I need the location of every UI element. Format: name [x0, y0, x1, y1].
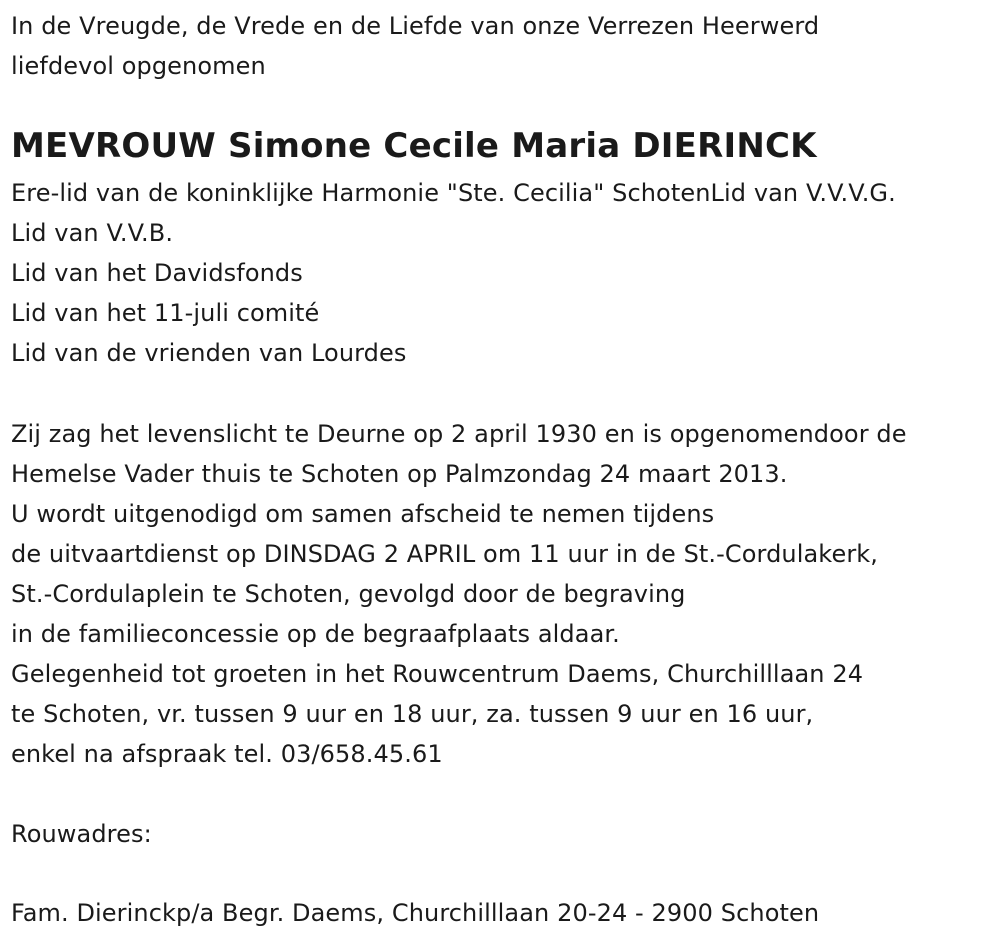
announcement-line: de uitvaartdienst op DINSDAG 2 APRIL om 11 uur in de St.-Cordulakerk,	[11, 540, 879, 568]
announcement-line: Hemelse Vader thuis te Schoten op Palmzondag 24 maart 2013.	[11, 460, 788, 488]
announcement-text	[11, 414, 907, 774]
announcement-line: in de familieconcessie op de begraafplaats aldaar.	[11, 620, 620, 648]
mourning-address-label: Rouwadres:	[11, 820, 152, 848]
deceased-name: MEVROUW Simone Cecile Maria DIERINCK	[11, 126, 817, 166]
announcement-line: enkel na afspraak tel. 03/658.45.61	[11, 740, 443, 768]
announcement-line: te Schoten, vr. tussen 9 uur en 18 uur, za. tussen 9 uur en 16 uur,	[11, 700, 814, 728]
membership-line: Ere-lid van de koninklijke Harmonie "Ste. Cecilia" SchotenLid van V.V.V.G.	[11, 179, 896, 207]
intro-text	[11, 6, 819, 86]
membership-line: Lid van het 11-juli comité	[11, 299, 320, 327]
intro-line: In de Vreugde, de Vrede en de Liefde van onze Verrezen Heerwerd	[11, 12, 820, 40]
announcement-line: U wordt uitgenodigd om samen afscheid te nemen tijdens	[11, 500, 715, 528]
announcement-line: St.-Cordulaplein te Schoten, gevolgd door de begraving	[11, 580, 686, 608]
announcement-line: Zij zag het levenslicht te Deurne op 2 april 1930 en is opgenomendoor de	[11, 420, 907, 448]
membership-line: Lid van de vrienden van Lourdes	[11, 339, 407, 367]
announcement-line: Gelegenheid tot groeten in het Rouwcentrum Daems, Churchilllaan 24	[11, 660, 864, 688]
membership-line: Lid van V.V.B.	[11, 219, 174, 247]
membership-line: Lid van het Davidsfonds	[11, 259, 303, 287]
mourning-address: Fam. Dierinckp/a Begr. Daems, Churchilllaan 20-24 - 2900 Schoten	[11, 899, 820, 927]
intro-line: liefdevol opgenomen	[11, 52, 266, 80]
memberships-list	[11, 173, 896, 373]
